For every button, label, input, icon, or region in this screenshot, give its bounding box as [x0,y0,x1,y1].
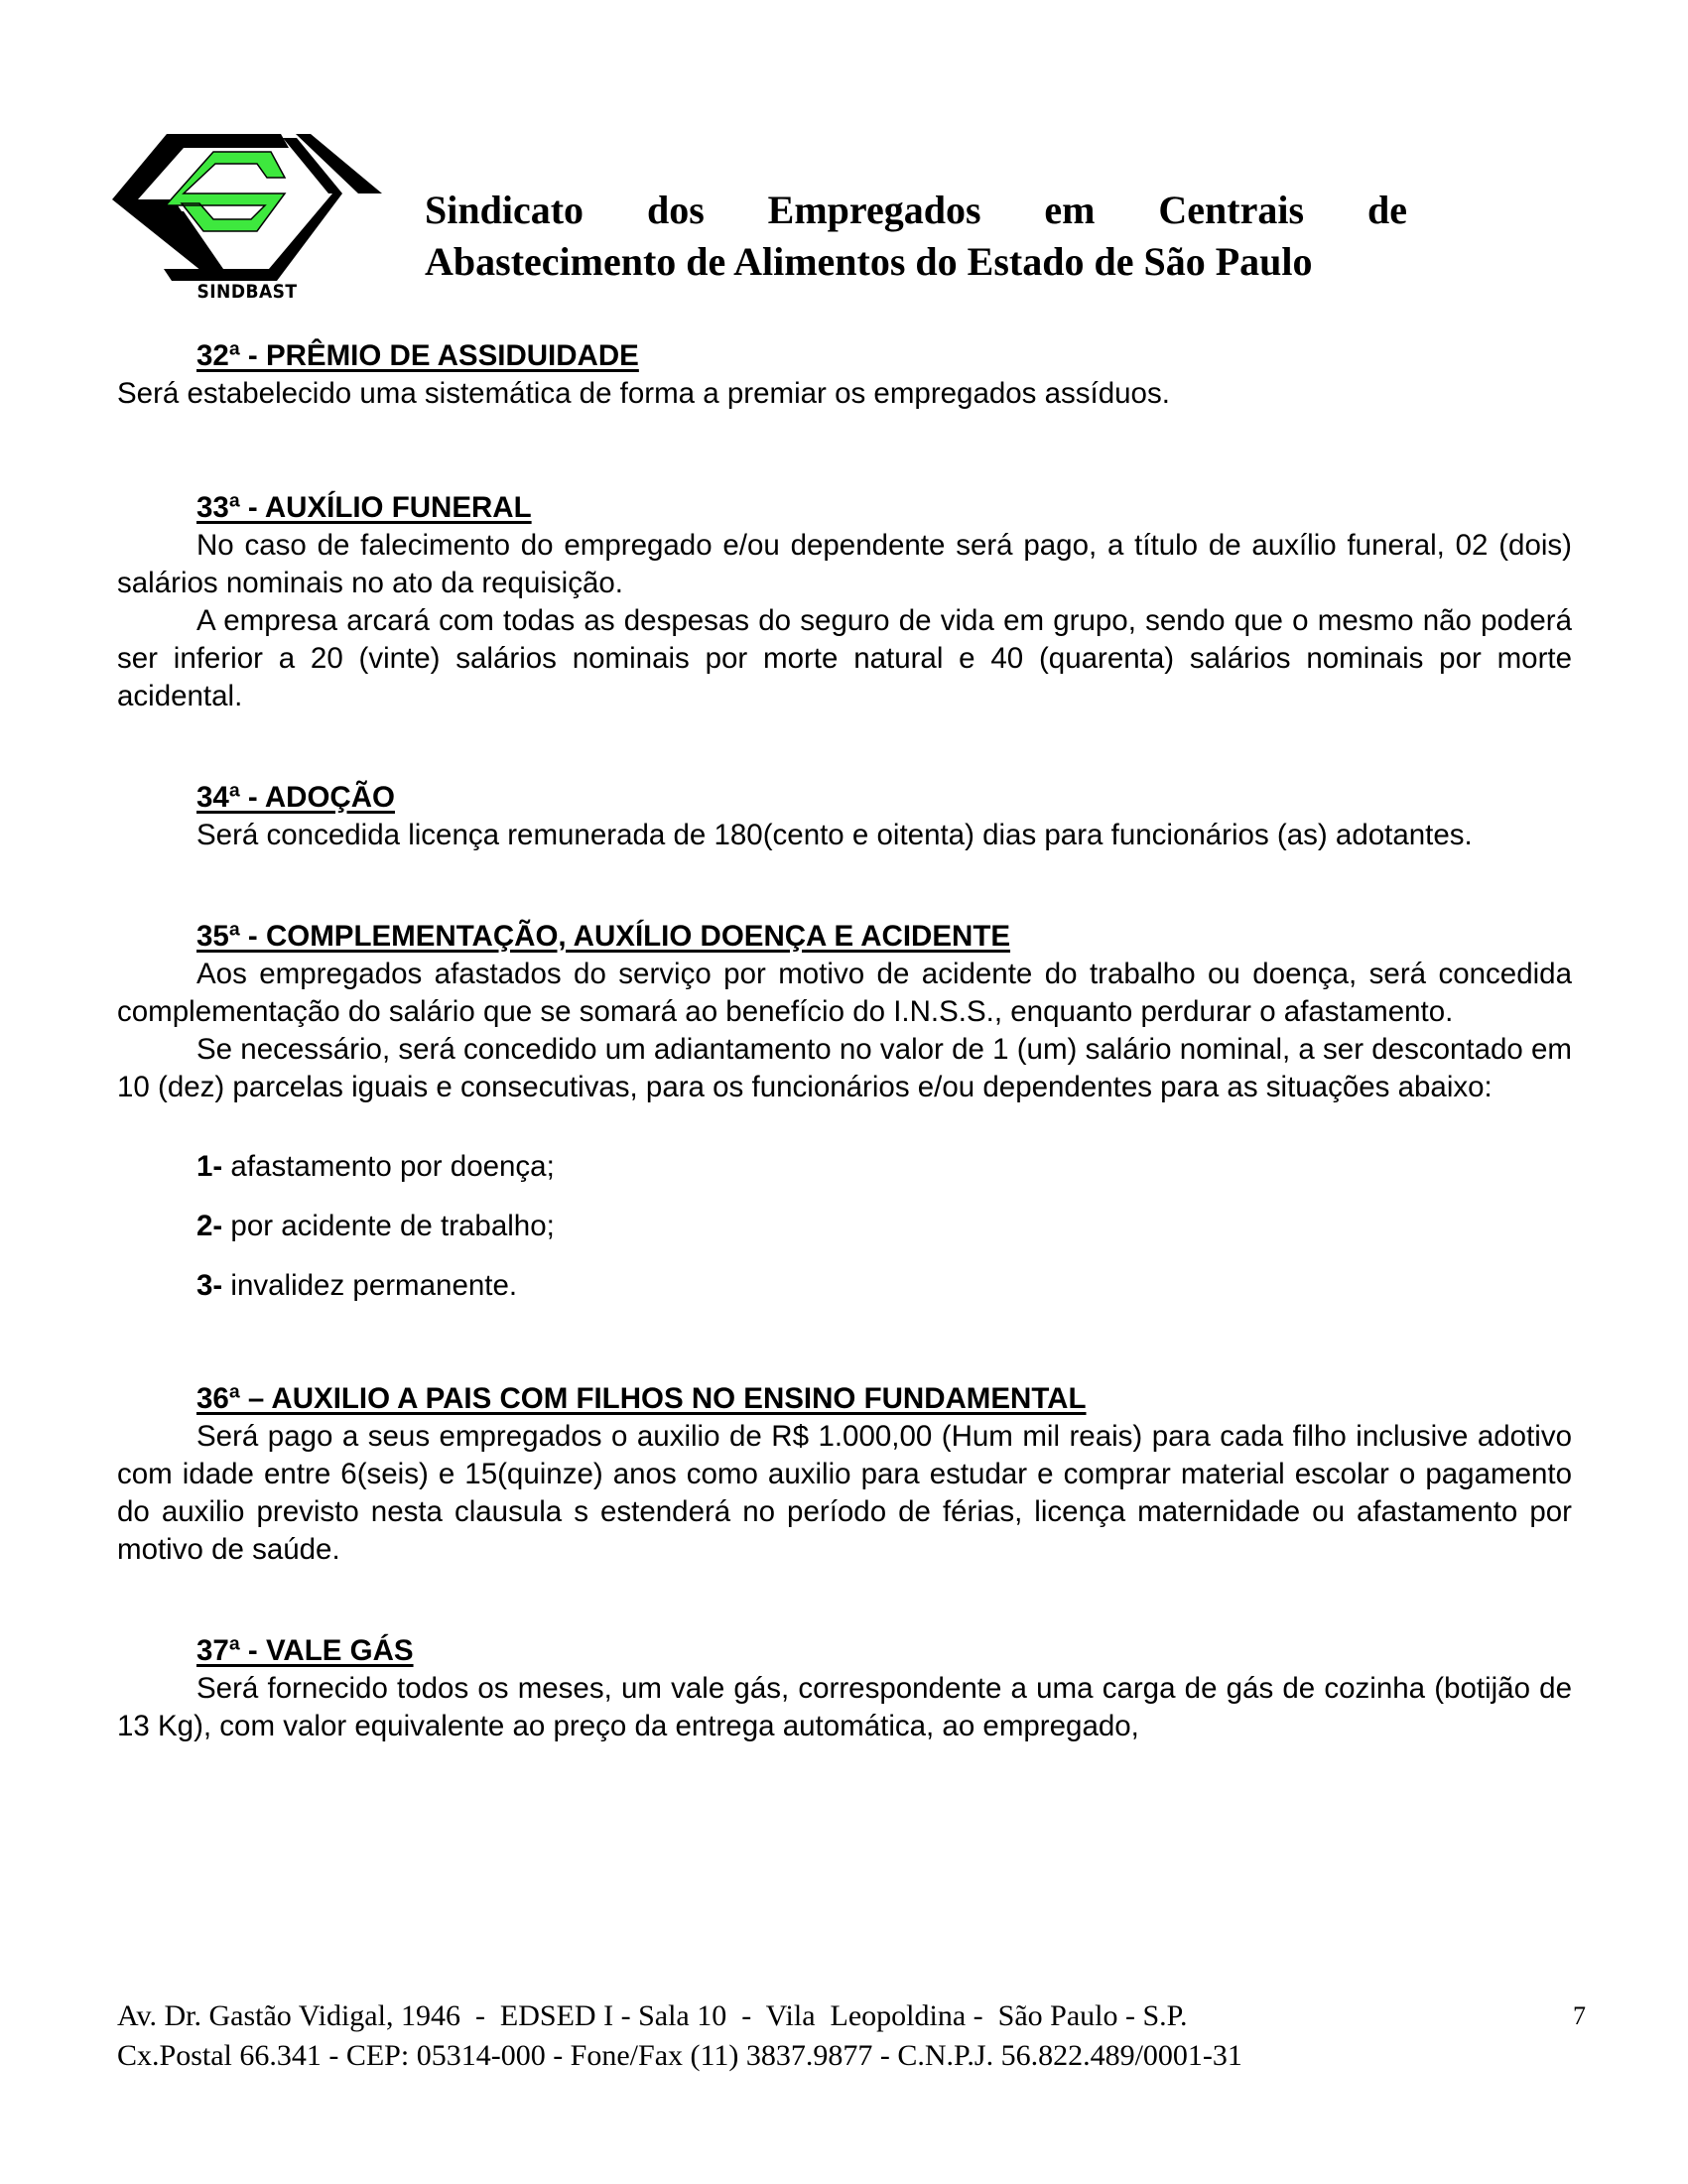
organization-title [425,185,1407,288]
clause-paragraph: Será pago a seus empregados o auxilio de R$ 1.000,00 (Hum mil reais) para cada filho inclusive adotivo com idade entre 6(seis) e 15(quinze) anos como auxilio para estudar e comprar material escolar o pagamento do auxilio previsto nesta clausula s estenderá no período de férias, licença maternidade ou afastamento por motivo de saúde. [117,1420,1572,1566]
clause-37 [117,1632,1572,1745]
list-item [196,1148,1572,1208]
list-text: invalidez permanente. [222,1269,518,1302]
clause-paragraph: No caso de falecimento do empregado e/ou dependente será pago, a título de auxílio funeral, 02 (dois) salários nominais no ato da requisição. [117,529,1572,599]
title-word: de [1366,188,1407,232]
clause-title: 37ª - VALE GÁS [196,1634,414,1667]
title-word: Centrais [1158,188,1305,232]
clause-title: 35ª - COMPLEMENTAÇÃO, AUXÍLIO DOENÇA E ACIDENTE [196,920,1011,953]
clause-paragraph: Se necessário, será concedido um adiantamento no valor de 1 (um) salário nominal, a ser descontado em 10 (dez) parcelas iguais e consecutivas, para os funcionários e/ou dependentes para as situações abaixo: [117,1033,1572,1103]
title-line-2: Abastecimento de Alimentos do Estado de São Paulo [425,239,1313,284]
title-word: Empregados [767,188,981,232]
clause-paragraph: Aos empregados afastados do serviço por motivo de acidente do trabalho ou doença, será concedida complementação do salário que se somará ao benefício do I.N.S.S., enquanto perdurar o afastamento. [117,958,1572,1028]
footer-address: Av. Dr. Gastão Vidigal, 1946 - EDSED I - Sala 10 - Vila Leopoldina - São Paulo - S.P. [117,1999,1188,2032]
clause-34 [117,779,1572,854]
clause-36 [117,1380,1572,1569]
clause-title: 36ª – AUXILIO A PAIS COM FILHOS NO ENSINO FUNDAMENTAL [196,1382,1087,1415]
list-text: afastamento por doença; [222,1150,555,1183]
list-item [196,1267,1572,1327]
list-item [196,1208,1572,1267]
clause-title: 32ª - PRÊMIO DE ASSIDUIDADE [196,339,639,372]
title-word: em [1044,188,1096,232]
logo-emblem-icon [112,132,382,281]
list-number: 3- [196,1269,223,1302]
clause-paragraph: Será concedida licença remunerada de 180(cento e oitenta) dias para funcionários (as) adotantes. [196,819,1473,851]
clause-35 [117,918,1572,1327]
clause-33 [117,489,1572,715]
clause-paragraph: Será fornecido todos os meses, um vale gás, correspondente a uma carga de gás de cozinha (botijão de 13 Kg), com valor equivalente ao preço da entrega automática, ao empregado, [117,1672,1572,1742]
clause-title: 33ª - AUXÍLIO FUNERAL [196,491,532,524]
clause-paragraph: A empresa arcará com todas as despesas do seguro de vida em grupo, sendo que o mesmo não poderá ser inferior a 20 (vinte) salários nominais por morte natural e 40 (quarenta) salários nominais por morte acidental. [117,604,1572,712]
list-number: 1- [196,1150,223,1183]
situations-list [117,1148,1572,1327]
title-word: Sindicato [425,188,584,232]
logo-text: SINDBAST [196,281,298,303]
sindbast-logo [112,132,382,309]
footer-contact: Cx.Postal 66.341 - CEP: 05314-000 - Fone/Fax (11) 3837.9877 - C.N.P.J. 56.822.489/0001-31 [117,2039,1242,2072]
title-word: dos [646,188,705,232]
page-number: 7 [1573,2001,1586,2030]
clause-32 [117,337,1572,413]
clause-title: 34ª - ADOÇÃO [196,781,395,814]
page-footer [117,1996,1586,2076]
list-number: 2- [196,1210,223,1242]
list-text: por acidente de trabalho; [222,1210,555,1242]
clause-paragraph: Será estabelecido uma sistemática de forma a premiar os empregados assíduos. [117,377,1170,410]
title-line-1 [425,185,1407,236]
document-body [117,337,1572,1745]
